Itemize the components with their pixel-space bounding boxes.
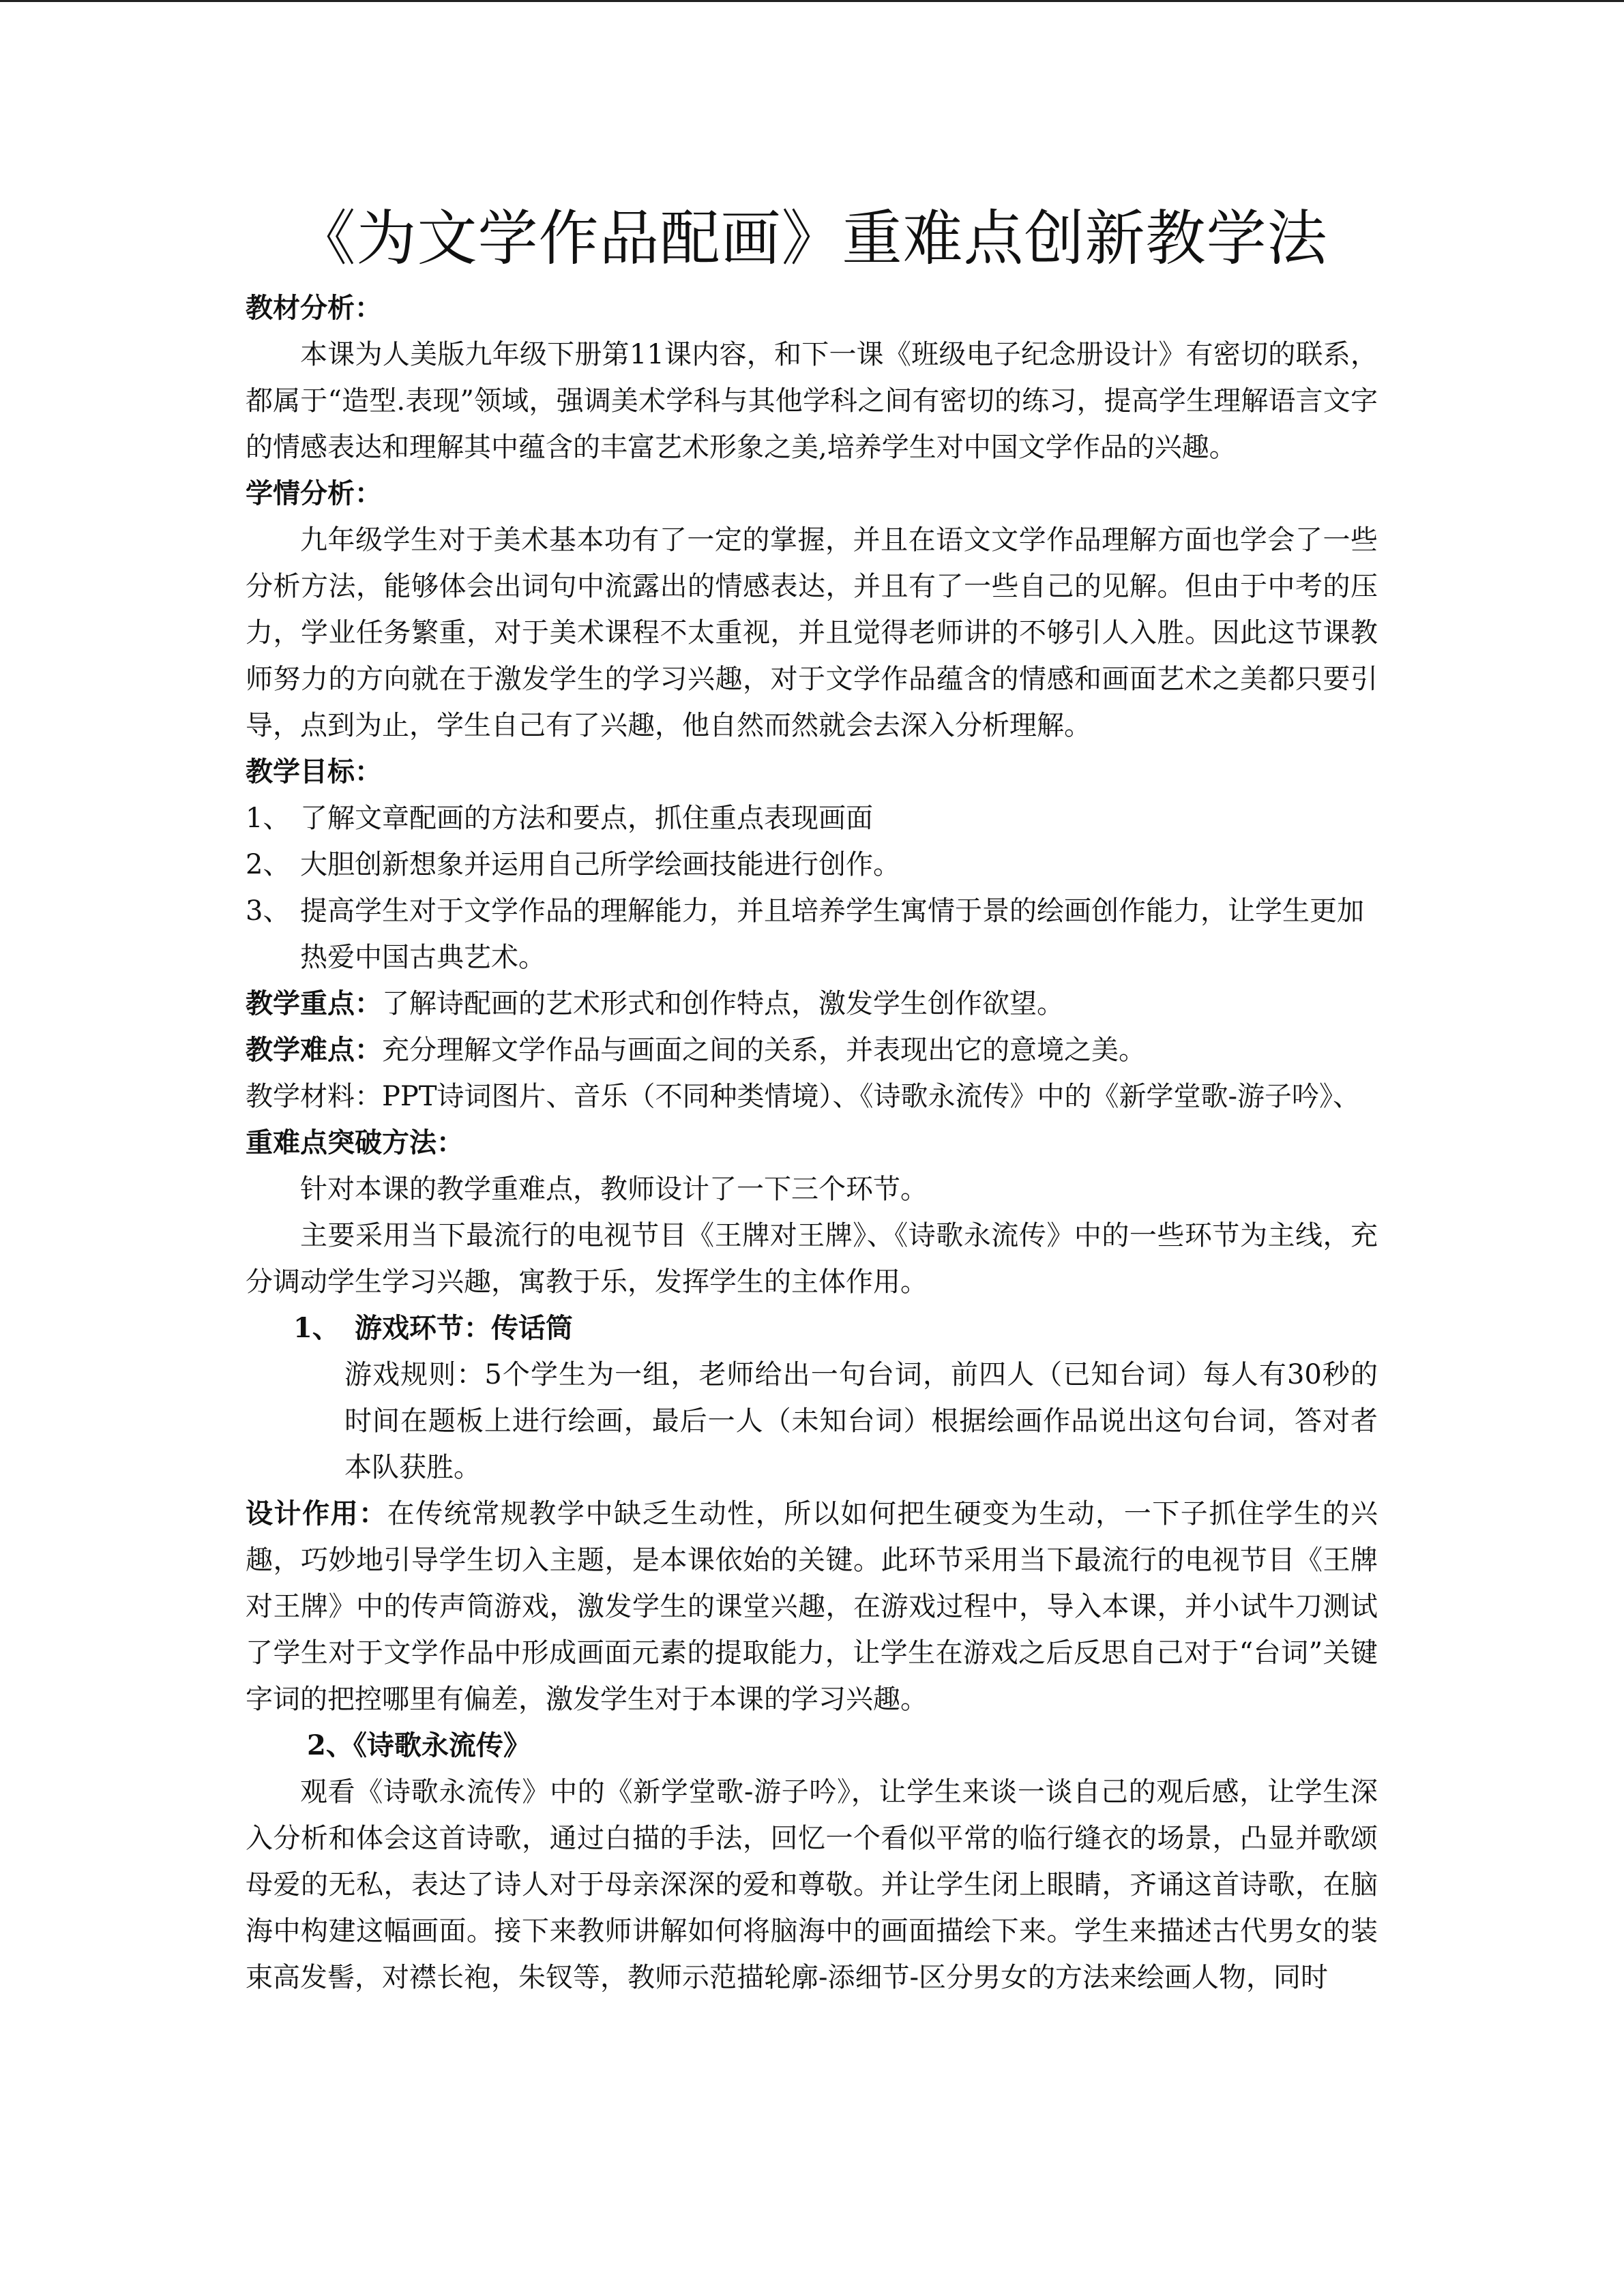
list-item-number: 3、 bbox=[246, 895, 291, 927]
analysis-heading: 教材分析： bbox=[246, 292, 382, 324]
learners-paragraph: 九年级学生对于美术基本功有了一定的掌握，并且在语文文学作品理解方面也学会了一些分析方法，能够体会出词句中流露出的情感表达，并且有了一些自己的见解。但由于中考的压力，学业任务繁重，对于美术课程不太重视，并且觉得老师讲的不够引人入胜。因此这节课教师努力的方向就在于激发学生的学习兴趣，对于文学作品蕴含的情感和画面艺术之美都只要引导，点到为止，学生自己有了兴趣，他自然而然就会去深入分析理解。 bbox=[246, 524, 1378, 741]
list-item bbox=[246, 795, 1378, 841]
list-item-text: 大胆创新想象并运用自己所学绘画技能进行创作。 bbox=[300, 849, 900, 880]
learners-heading: 学情分析： bbox=[246, 477, 382, 509]
goals-heading: 教学目标： bbox=[246, 756, 382, 788]
difficulty-line bbox=[246, 1027, 1378, 1073]
document-page bbox=[246, 198, 1378, 2001]
method-paragraph-2: 主要采用当下最流行的电视节目《王牌对王牌》、《诗歌永流传》中的一些环节为主线，充分调动学生学习兴趣，寓教于乐，发挥学生的主体作用。 bbox=[246, 1220, 1378, 1298]
key-point-label: 教学重点： bbox=[246, 987, 382, 1019]
step2-paragraph: 观看《诗歌永流传》中的《新学堂歌-游子吟》，让学生来谈一谈自己的观后感，让学生深入分析和体会这首诗歌，通过白描的手法，回忆一个看似平常的临行缝衣的场景，凸显并歌颂母爱的无私，表达了诗人对于母亲深深的爱和尊敬。并让学生闭上眼睛，齐诵这首诗歌，在脑海中构建这幅画面。接下来教师讲解如何将脑海中的画面描绘下来。学生来描述古代男女的装束高发髻，对襟长袍，朱钗等，教师示范描轮廓-添细节-区分男女的方法来绘画人物，同时 bbox=[246, 1776, 1378, 1993]
page-top-border bbox=[0, 0, 1624, 2]
game-rules-paragraph: 游戏规则：5个学生为一组，老师给出一句台词，前四人（已知台词）每人有30秒的时间在题板上进行绘画，最后一人（未知台词）根据绘画作品说出这句台词，答对者本队获胜。 bbox=[344, 1359, 1378, 1483]
analysis-paragraph: 本课为人美版九年级下册第11课内容，和下一课《班级电子纪念册设计》有密切的联系，都属于“造型.表现”领域，强调美术学科与其他学科之间有密切的练习，提高学生理解语言文字的情感表达和理解其中蕴含的丰富艺术形象之美,培养学生对中国文学作品的兴趣。 bbox=[246, 339, 1378, 463]
list-item bbox=[246, 841, 1378, 888]
design-label: 设计作用： bbox=[246, 1497, 387, 1530]
list-item-text: 了解文章配画的方法和要点，抓住重点表现画面 bbox=[300, 803, 873, 834]
key-point-text: 了解诗配画的艺术形式和创作特点，激发学生创作欲望。 bbox=[382, 988, 1064, 1019]
key-point-line bbox=[246, 981, 1378, 1027]
design-text: 在传统常规教学中缺乏生动性，所以如何把生硬变为生动，一下子抓住学生的兴趣，巧妙地引导学生切入主题，是本课依始的关键。此环节采用当下最流行的电视节目《王牌对王牌》中的传声筒游戏，激发学生的课堂兴趣，在游戏过程中，导入本课，并小试牛刀测试了学生对于文学作品中形成画面元素的提取能力，让学生在游戏之后反思自己对于“台词”关键字词的把控哪里有偏差，激发学生对于本课的学习兴趣。 bbox=[246, 1498, 1378, 1715]
step1-title: 游戏环节：传话筒 bbox=[355, 1312, 573, 1344]
list-item-text: 提高学生对于文学作品的理解能力，并且培养学生寓情于景的绘画创作能力，让学生更加热爱中国古典艺术。 bbox=[300, 895, 1364, 973]
method-heading: 重难点突破方法： bbox=[246, 1127, 464, 1159]
list-item-number: 1、 bbox=[246, 803, 291, 834]
document-title: 《为文学作品配画》重难点创新教学法 bbox=[295, 203, 1328, 273]
step1-heading bbox=[246, 1305, 1378, 1352]
list-item bbox=[246, 888, 1378, 981]
step2-heading: 2、《诗歌永流传》 bbox=[307, 1729, 531, 1761]
method-paragraph-1: 针对本课的教学重难点，教师设计了一下三个环节。 bbox=[300, 1174, 928, 1205]
step1-number: 1、 bbox=[293, 1312, 340, 1344]
difficulty-text: 充分理解文学作品与画面之间的关系，并表现出它的意境之美。 bbox=[382, 1034, 1146, 1066]
list-item-number: 2、 bbox=[246, 849, 291, 880]
goals-list bbox=[246, 795, 1378, 981]
difficulty-label: 教学难点： bbox=[246, 1034, 382, 1066]
materials-line: 教学材料：PPT诗词图片、音乐（不同种类情境）、《诗歌永流传》中的《新学堂歌-游子吟》、 bbox=[246, 1081, 1361, 1112]
design-paragraph bbox=[246, 1491, 1378, 1723]
